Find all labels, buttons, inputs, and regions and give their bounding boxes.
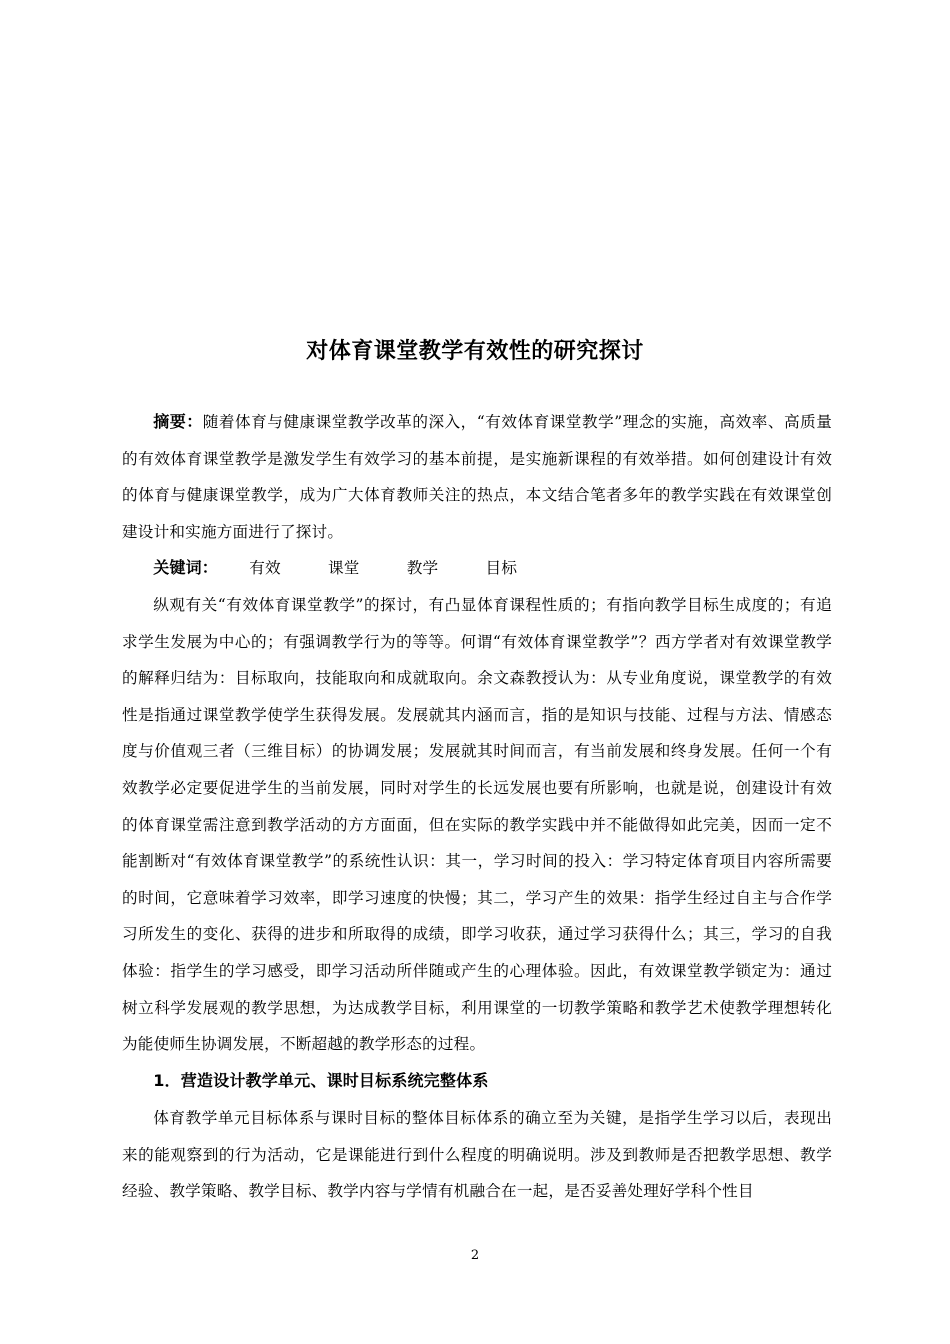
- intro-paragraph: 纵观有关“有效体育课堂教学”的探讨，有凸显体育课程性质的；有指向教学目标生成度的；有追求学生发展为中心的；有强调教学行为的等等。何谓“有效体育课堂教学”？西方学者对有效课堂教学的解释归结为：目标取向，技能取向和成就取向。余文森教授认为：从专业角度说，课堂教学的有效性是指通过课堂教学使学生获得发展。发展就其内涵而言，指的是知识与技能、过程与方法、情感态度与价值观三者（三维目标）的协调发展；发展就其时间而言，有当前发展和终身发展。任何一个有效教学必定要促进学生的当前发展，同时对学生的长远发展也要有所影响，也就是说，创建设计有效的体育课堂需注意到教学活动的方方面面，但在实际的教学实践中并不能做得如此完美，因而一定不能割断对“有效体育课堂教学”的系统性认识：其一，学习时间的投入：学习特定体育项目内容所需要的时间，它意味着学习效率，即学习速度的快慢；其二，学习产生的效果：指学生经过自主与合作学习所发生的变化、获得的进步和所取得的成绩，即学习收获，通过学习获得什么；其三，学习的自我体验：指学生的学习感受，即学习活动所伴随或产生的心理体验。因此，有效课堂教学锁定为：通过树立科学发展观的教学思想，为达成教学目标，利用课堂的一切教学策略和教学艺术使教学理想转化为能使师生协调发展，不断超越的教学形态的过程。: [122, 596, 832, 1054]
- section-1-paragraph: 体育教学单元目标体系与课时目标的整体目标体系的确立至为关键，是指学生学习以后，表现出来的能观察到的行为活动，它是课能进行到什么程度的明确说明。涉及到教师是否把教学思想、教学经验、教学策略、教学目标、教学内容与学情有机融合在一起，是否妥善处理好学科个性目: [122, 1109, 832, 1201]
- section-heading-text: 1．营造设计教学单元、课时目标系统完整体系: [153, 1071, 489, 1090]
- keyword-item: 教学: [406, 559, 439, 577]
- section-1-heading: [122, 1063, 832, 1100]
- keyword-item: 课堂: [327, 559, 360, 577]
- abstract-label: 摘要：: [153, 412, 203, 431]
- keywords-label: 关键词：: [153, 558, 218, 577]
- keywords-line: [122, 550, 832, 587]
- abstract-paragraph: [122, 404, 832, 550]
- keyword-item: 目标: [485, 559, 518, 577]
- abstract-text: 随着体育与健康课堂教学改革的深入，“有效体育课堂教学”理念的实施，高效率、高质量的有效体育课堂教学是激发学生有效学习的基本前提，是实施新课程的有效举措。如何创建设计有效的体育与健康课堂教学，成为广大体育教师关注的热点，本文结合笔者多年的教学实践在有效课堂创建设计和实施方面进行了探讨。: [122, 413, 832, 541]
- page-number: 2: [470, 1248, 480, 1263]
- keyword-item: 有效: [249, 559, 281, 577]
- document-title: 对体育课堂教学有效性的研究探讨: [306, 339, 644, 364]
